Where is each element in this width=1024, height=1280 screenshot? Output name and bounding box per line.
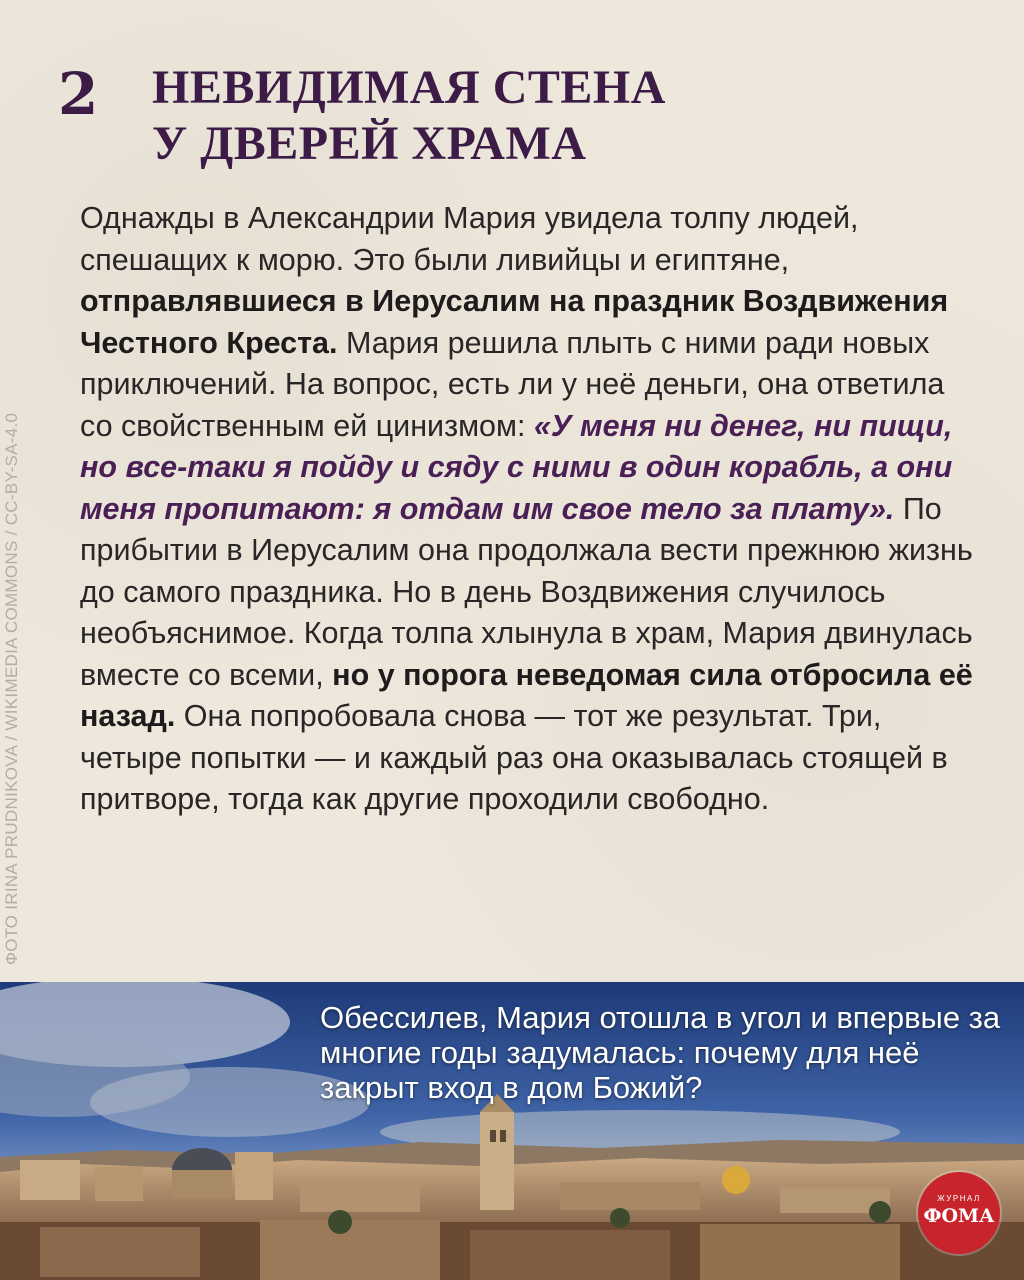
section-number: 2 xyxy=(58,60,99,128)
logo-small-text: ЖУРНАЛ xyxy=(937,1194,981,1203)
page-title xyxy=(152,60,972,172)
body-text-part-2: Мария решила плыть с ними ради новых приключений. На вопрос, есть ли у неё деньги, она ответила со свойственным ей цинизмом: xyxy=(80,325,945,443)
title-line-2: У ДВЕРЕЙ ХРАМА xyxy=(152,117,587,170)
body-bold-2: но у порога неведомая сила отбросила её назад. xyxy=(80,657,973,733)
photo-credit: ФОТО IRINA PRUDNIKOVA / WIKIMEDIA COMMONS / CC-BY-SA-4.0 xyxy=(2,412,21,965)
foma-magazine-logo xyxy=(918,1172,1000,1254)
body-bold-1: отправлявшиеся в Иерусалим на праздник Воздвижения Честного Креста. xyxy=(80,284,949,360)
title-line-1: НЕВИДИМАЯ СТЕНА xyxy=(152,61,666,114)
body-text-part-4: Она попробовала снова — тот же результат. Три, четыре попытки — и каждый раз она оказывалась стоящей в притворе, тогда как другие проходили свободно. xyxy=(80,699,948,816)
photo-caption: Обессилев, Мария отошла в угол и впервые за многие годы задумалась: почему для неё закрыт вход в дом Божий? xyxy=(320,1000,1001,1105)
body-quote: «У меня ни денег, ни пищи, но все-таки я пойду и сяду с ними в один корабль, а они меня пропитают: я отдам им свое тело за плату». xyxy=(80,408,953,526)
logo-big-text: ФОМА xyxy=(923,1205,995,1227)
body-text xyxy=(80,198,980,821)
body-text-part-3: По прибытии в Иерусалим она продолжала вести прежнюю жизнь до самого праздника. Но в день Воздвижения случилось необъяснимое. Когда толпа хлынула в храм, Мария двинулась вместе со всеми, xyxy=(80,491,973,692)
body-text-part-1: Однажды в Александрии Мария увидела толпу людей, спешащих к морю. Это были ливийцы и египтяне, xyxy=(80,201,859,277)
